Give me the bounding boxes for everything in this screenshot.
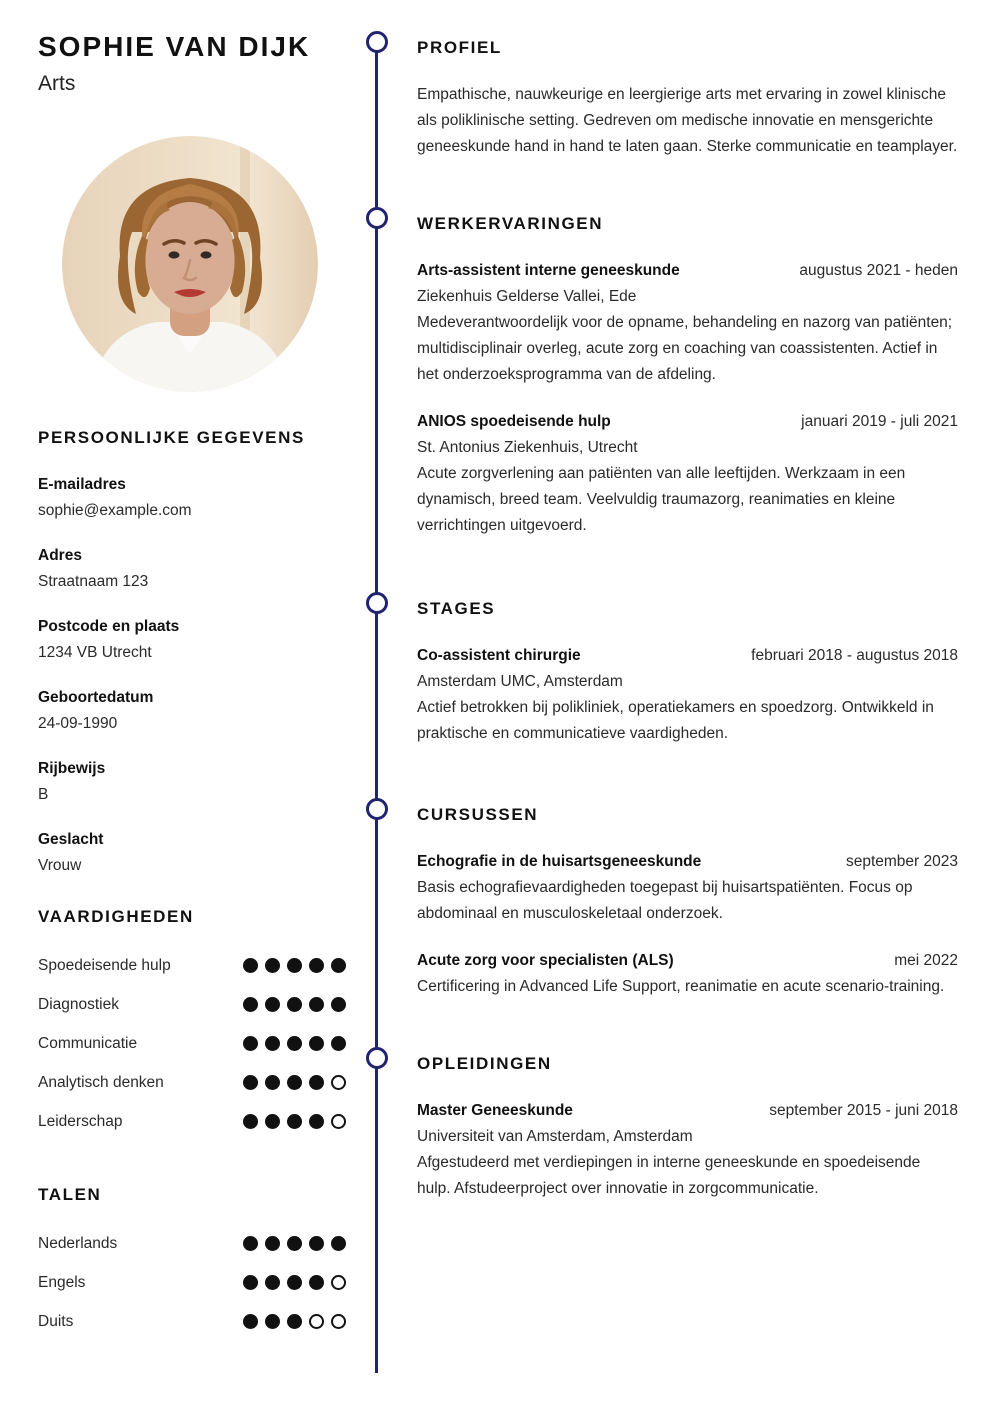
field-value: 1234 VB Utrecht [38, 644, 152, 661]
filled-dot-icon [309, 1275, 324, 1290]
entry-header [417, 258, 958, 284]
filled-dot-icon [265, 958, 280, 973]
language-row [38, 1224, 346, 1263]
profile-photo-illustration [62, 136, 318, 392]
entry-date: augustus 2021 - heden [799, 262, 958, 279]
filled-dot-icon [265, 997, 280, 1012]
section-profiel [417, 36, 958, 160]
language-label: Engels [38, 1273, 86, 1291]
entry-title: Arts-assistent interne geneeskunde [417, 262, 680, 279]
skill-label: Diagnostiek [38, 995, 119, 1013]
timeline-node-icon [366, 207, 388, 229]
timeline-node-icon [366, 592, 388, 614]
profiel-text: Empathische, nauwkeurige en leergierige arts met ervaring in zowel klinische als poliklinische setting. Gedreven om medische innovatie en mensgerichte geneeskunde hand in hand te laten gaan. Sterke communicatie en teamplayer. [417, 86, 958, 155]
filled-dot-icon [265, 1075, 280, 1090]
section-cursussen [417, 803, 958, 1000]
filled-dot-icon [287, 958, 302, 973]
field-label: Rijbewijs [38, 760, 106, 777]
field-value: sophie@example.com [38, 502, 192, 519]
filled-dot-icon [243, 958, 258, 973]
timeline-line [375, 47, 378, 1373]
filled-dot-icon [331, 1036, 346, 1051]
skill-row [38, 1063, 346, 1102]
filled-dot-icon [265, 1036, 280, 1051]
skills-heading: VAARDIGHEDEN [38, 907, 194, 926]
entry-description: Acute zorgverlening aan patiënten van alle leeftijden. Werkzaam in een dynamisch, breed team. Veelvuldig traumazorg, reanimaties en kleine verrichtingen uitgevoerd. [417, 465, 906, 534]
skill-row [38, 985, 346, 1024]
entry-title: Echografie in de huisartsgeneeskunde [417, 853, 702, 870]
filled-dot-icon [265, 1314, 280, 1329]
skill-row [38, 1024, 346, 1063]
empty-dot-icon [309, 1314, 324, 1329]
opleidingen-heading: OPLEIDINGEN [417, 1054, 552, 1073]
filled-dot-icon [287, 1075, 302, 1090]
empty-dot-icon [331, 1075, 346, 1090]
profile-photo [62, 136, 318, 392]
filled-dot-icon [309, 1114, 324, 1129]
timeline-node-icon [366, 31, 388, 53]
section-stages [417, 597, 958, 747]
entry-organization: Amsterdam UMC, Amsterdam [417, 673, 623, 690]
filled-dot-icon [309, 1236, 324, 1251]
entry-date: september 2015 - juni 2018 [769, 1102, 958, 1119]
filled-dot-icon [243, 1114, 258, 1129]
entry-date: september 2023 [845, 853, 958, 870]
empty-dot-icon [331, 1114, 346, 1129]
candidate-name: SOPHIE VAN DIJK [38, 31, 311, 62]
entry-title: Master Geneeskunde [417, 1102, 573, 1119]
language-level-dots [243, 1314, 346, 1329]
entry-description: Medeverantwoordelijk voor de opname, behandeling en nazorg van patiënten; multidisciplinair overleg, acute zorg en coaching van coassistenten. Actief in het onderzoeksprogramma van de afdeling. [417, 314, 953, 383]
education-entry [417, 1098, 958, 1202]
cursussen-heading: CURSUSSEN [417, 805, 539, 824]
personal-details-list [38, 472, 346, 879]
skill-level-dots [243, 1036, 346, 1051]
field-label: Geslacht [38, 831, 104, 848]
filled-dot-icon [287, 1236, 302, 1251]
language-row [38, 1302, 346, 1341]
filled-dot-icon [287, 997, 302, 1012]
filled-dot-icon [309, 1075, 324, 1090]
timeline-node-icon [366, 798, 388, 820]
section-werkervaringen [417, 212, 958, 539]
personal-details-heading: PERSOONLIJKE GEGEVENS [38, 428, 305, 447]
personal-field-email [38, 472, 346, 524]
empty-dot-icon [331, 1314, 346, 1329]
field-label: Adres [38, 547, 82, 564]
work-entry [417, 258, 958, 388]
skill-row [38, 946, 346, 985]
filled-dot-icon [287, 1114, 302, 1129]
skill-level-dots [243, 1114, 346, 1129]
filled-dot-icon [331, 1236, 346, 1251]
skill-label: Communicatie [38, 1034, 138, 1052]
filled-dot-icon [243, 1075, 258, 1090]
entry-date: februari 2018 - augustus 2018 [751, 647, 958, 664]
skill-label: Spoedeisende hulp [38, 956, 171, 974]
filled-dot-icon [265, 1236, 280, 1251]
personal-field-birthdate [38, 685, 346, 737]
skill-level-dots [243, 997, 346, 1012]
personal-field-gender [38, 827, 346, 879]
filled-dot-icon [243, 1314, 258, 1329]
filled-dot-icon [309, 958, 324, 973]
entry-header [417, 948, 958, 974]
filled-dot-icon [331, 997, 346, 1012]
entry-title: ANIOS spoedeisende hulp [417, 413, 611, 430]
filled-dot-icon [287, 1314, 302, 1329]
filled-dot-icon [243, 1275, 258, 1290]
language-label: Nederlands [38, 1234, 118, 1252]
empty-dot-icon [331, 1275, 346, 1290]
filled-dot-icon [265, 1275, 280, 1290]
internship-entry [417, 643, 958, 747]
skills-list [38, 946, 346, 1141]
skill-label: Analytisch denken [38, 1073, 164, 1091]
languages-list [38, 1224, 346, 1341]
languages-heading: TALEN [38, 1185, 102, 1204]
skill-row [38, 1102, 346, 1141]
field-value: 24-09-1990 [38, 715, 118, 732]
entry-header [417, 643, 958, 669]
language-label: Duits [38, 1312, 74, 1330]
filled-dot-icon [287, 1036, 302, 1051]
personal-field-postcode [38, 614, 346, 666]
skill-label: Leiderschap [38, 1112, 123, 1130]
entry-organization: Ziekenhuis Gelderse Vallei, Ede [417, 288, 637, 305]
work-entry [417, 409, 958, 539]
filled-dot-icon [243, 997, 258, 1012]
field-label: Geboortedatum [38, 689, 154, 706]
entry-date: januari 2019 - juli 2021 [801, 413, 958, 430]
entry-header [417, 1098, 958, 1124]
entry-description: Actief betrokken bij polikliniek, operatiekamers en spoedzorg. Ontwikkeld in praktische en communicatieve vaardigheden. [417, 699, 934, 742]
field-value: Straatnaam 123 [38, 573, 149, 590]
entry-organization: St. Antonius Ziekenhuis, Utrecht [417, 439, 638, 456]
candidate-title: Arts [38, 72, 76, 95]
section-opleidingen [417, 1052, 958, 1202]
course-entry [417, 948, 958, 1000]
language-level-dots [243, 1236, 346, 1251]
personal-field-license [38, 756, 346, 808]
field-label: E-mailadres [38, 476, 126, 493]
entry-description: Afgestudeerd met verdiepingen in interne geneeskunde en spoedeisende hulp. Afstudeerproject over innovatie in zorgcommunicatie. [417, 1154, 921, 1197]
skill-level-dots [243, 958, 346, 973]
entry-date: mei 2022 [894, 952, 958, 969]
entry-organization: Universiteit van Amsterdam, Amsterdam [417, 1128, 693, 1145]
profiel-heading: PROFIEL [417, 38, 502, 57]
field-value: Vrouw [38, 857, 82, 874]
skill-level-dots [243, 1075, 346, 1090]
entry-title: Co-assistent chirurgie [417, 647, 581, 664]
entry-title: Acute zorg voor specialisten (ALS) [417, 952, 674, 969]
left-column [38, 30, 346, 1341]
field-value: B [38, 786, 49, 803]
filled-dot-icon [243, 1036, 258, 1051]
right-column [417, 36, 958, 1246]
course-entry [417, 849, 958, 927]
timeline-node-icon [366, 1047, 388, 1069]
filled-dot-icon [243, 1236, 258, 1251]
filled-dot-icon [309, 1036, 324, 1051]
personal-field-address [38, 543, 346, 595]
entry-header [417, 849, 958, 875]
stages-heading: STAGES [417, 599, 496, 618]
field-label: Postcode en plaats [38, 618, 180, 635]
filled-dot-icon [287, 1275, 302, 1290]
filled-dot-icon [331, 958, 346, 973]
filled-dot-icon [309, 997, 324, 1012]
entry-description: Certificering in Advanced Life Support, reanimatie en acute scenario-training. [417, 978, 945, 995]
language-row [38, 1263, 346, 1302]
language-level-dots [243, 1275, 346, 1290]
entry-header [417, 409, 958, 435]
entry-description: Basis echografievaardigheden toegepast bij huisartspatiënten. Focus op abdominaal en musculoskeletaal onderzoek. [417, 879, 913, 922]
filled-dot-icon [265, 1114, 280, 1129]
werkervaringen-heading: WERKERVARINGEN [417, 214, 604, 233]
